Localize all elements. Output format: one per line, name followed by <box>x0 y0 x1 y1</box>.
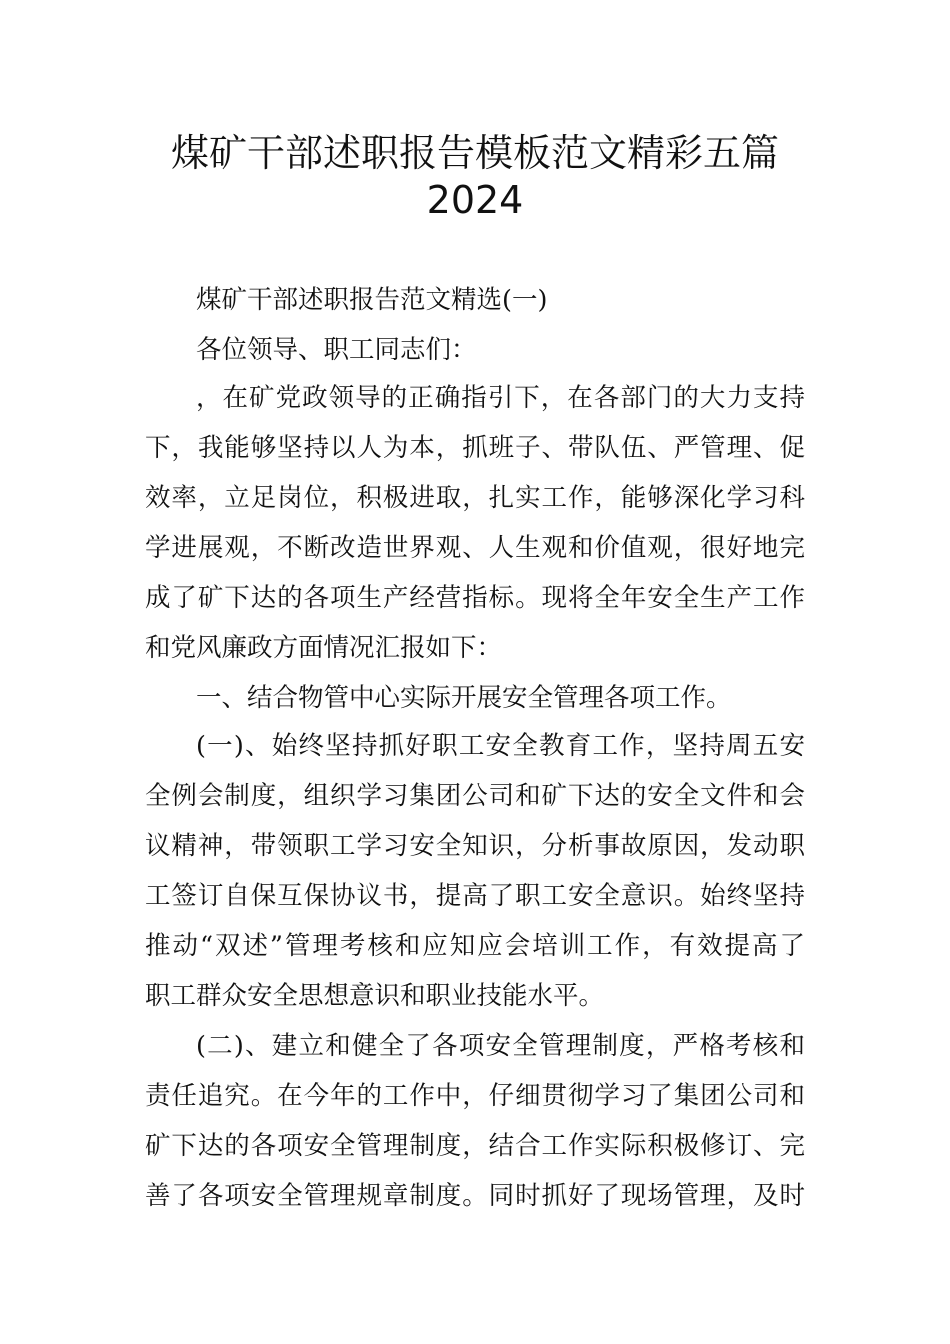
paragraph-line: 责任追究。在今年的工作中，仔细贯彻学习了集团公司和 <box>145 1081 805 1111</box>
paragraph-line: 效率，立足岗位，积极进取，扎实工作，能够深化学习科 <box>145 483 805 513</box>
paragraph-line: (一)、始终坚持抓好职工安全教育工作，坚持周五安 <box>196 731 805 761</box>
paragraph-line: 议精神，带领职工学习安全知识，分析事故原因，发动职 <box>145 831 805 861</box>
paragraph-line: 职工群众安全思想意识和职业技能水平。 <box>145 981 605 1011</box>
document-title-line-2: 2024 <box>426 178 524 222</box>
paragraph-line: ，在矿党政领导的正确指引下，在各部门的大力支持 <box>196 383 805 413</box>
paragraph-line: 下，我能够坚持以人为本，抓班子、带队伍、严管理、促 <box>145 433 805 463</box>
paragraph-line: 善了各项安全管理规章制度。同时抓好了现场管理，及时 <box>145 1181 805 1211</box>
paragraph-line: 推动“双述”管理考核和应知应会培训工作，有效提高了 <box>145 931 805 961</box>
paragraph-line: 全例会制度，组织学习集团公司和矿下达的安全文件和会 <box>145 781 805 811</box>
paragraph-line: 矿下达的各项安全管理制度，结合工作实际积极修订、完 <box>145 1131 805 1161</box>
paragraph-line: 成了矿下达的各项生产经营指标。现将全年安全生产工作 <box>145 583 805 613</box>
paragraph-line: 工签订自保互保协议书，提高了职工安全意识。始终坚持 <box>145 881 805 911</box>
paragraph-line: (二)、建立和健全了各项安全管理制度，严格考核和 <box>196 1031 805 1061</box>
section-heading: 煤矿干部述职报告范文精选(一) <box>196 285 548 315</box>
document-title-line-1: 煤矿干部述职报告模板范文精彩五篇 <box>170 131 779 175</box>
section-heading: 一、结合物管中心实际开展安全管理各项工作。 <box>196 683 732 713</box>
paragraph-line: 和党风廉政方面情况汇报如下： <box>145 633 503 663</box>
salutation: 各位领导、职工同志们： <box>196 335 477 365</box>
paragraph-line: 学进展观，不断改造世界观、人生观和价值观，很好地完 <box>145 533 805 563</box>
